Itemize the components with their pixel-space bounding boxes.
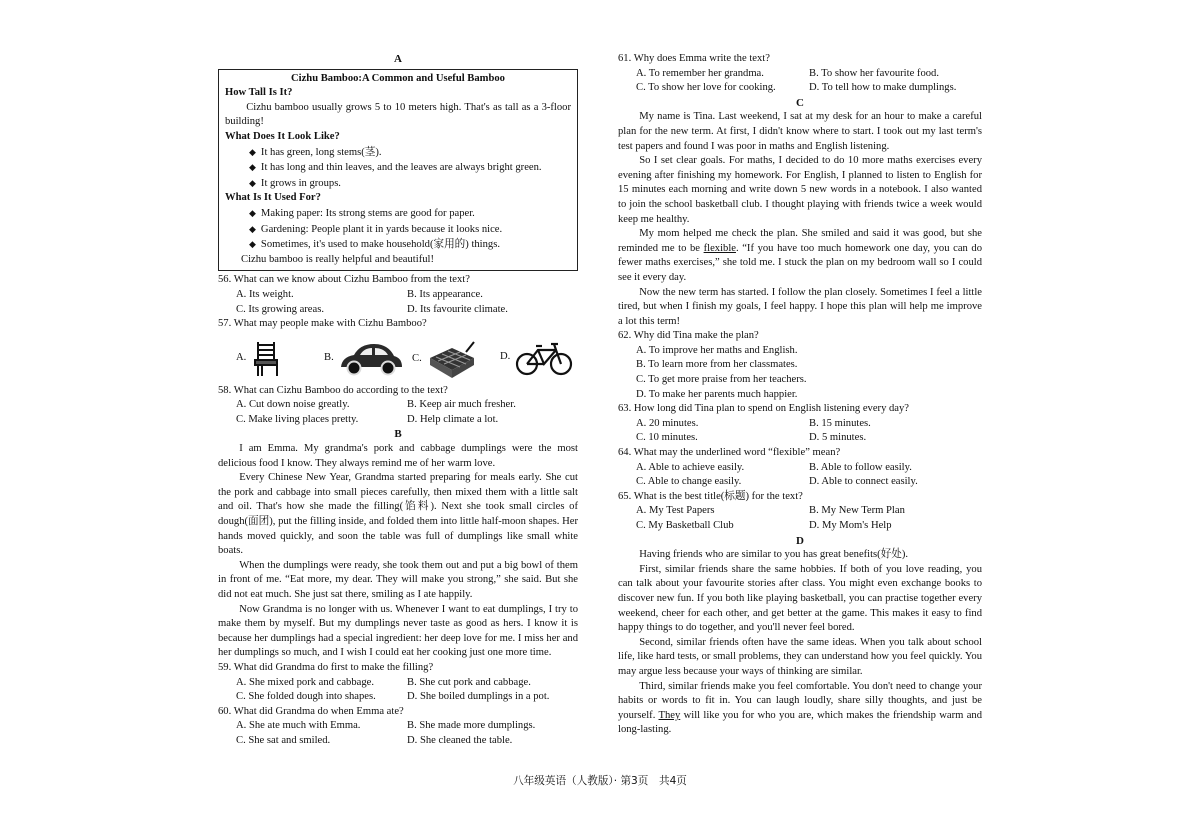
option[interactable]: D. She cleaned the table. <box>407 734 513 746</box>
options-65 <box>618 504 982 533</box>
bicycle-icon <box>514 340 574 376</box>
option[interactable]: A. To improve her maths and English. <box>636 344 798 356</box>
option[interactable]: B. To learn more from her classmates. <box>636 359 798 371</box>
question-59: 59. What did Grandma do first to make the filling? <box>218 661 434 673</box>
use-item: ◆ Making paper: Its strong stems are good for paper. <box>225 206 571 222</box>
option[interactable]: C. Its growing areas. <box>236 303 324 315</box>
page-footer: 八年级英语（人教版）· 第3页 共4页 <box>513 775 687 787</box>
section-b-paragraph: When the dumplings were ready, she took them out and put a big bowl of them in front of me. “Eat more, my dear. They will make you strong,” she said. But she did not eat much. She just sat there, smiling as I ate happily. <box>218 559 578 600</box>
section-c-paragraph: So I set clear goals. For maths, I decided to do 10 more maths exercises every evening after finishing my homework. For English, I planned to listen to English for 15 minutes each morning and write down 5 new words in a notebook. I also wanted to join the school basketball club. I thought playing with friends twice a week would keep me healthy. <box>618 155 982 225</box>
option[interactable]: D. Able to connect easily. <box>809 476 918 488</box>
section-d-paragraph: Third, similar friends make you feel comfortable. You don't need to change your habits or words to fit in. You can laugh loudly, share silly thoughts, and just be yourself. They will like you for who you are, which makes the friendship warm and long-lasting. <box>618 680 982 736</box>
option[interactable]: B. She cut pork and cabbage. <box>407 676 531 688</box>
option[interactable]: D. She boiled dumplings in a pot. <box>407 691 550 703</box>
option[interactable]: A. To remember her grandma. <box>636 67 764 79</box>
left-column <box>218 52 578 749</box>
option[interactable]: C. Able to change easily. <box>636 476 742 488</box>
question-62: 62. Why did Tina make the plan? <box>618 330 759 342</box>
section-c-letter: C <box>796 96 804 109</box>
look-item: ◆ It has long and thin leaves, and the leaves are always bright green. <box>225 160 571 176</box>
option[interactable]: C. My Basketball Club <box>636 520 734 531</box>
options-63 <box>618 417 982 446</box>
option[interactable]: B. To show her favourite food. <box>809 67 939 79</box>
option[interactable]: D. To tell how to make dumplings. <box>809 82 957 94</box>
question-65: 65. What is the best title(标题) for the text? <box>618 490 803 502</box>
section-c-paragraph: My mom helped me check the plan. She smiled and said it was good, but she reminded me to be flexible. “If you have too much homework one day, you can do fewer maths exercises,” she told me. I stuck the plan on my bedroom wall so I could see it every day. <box>618 228 983 283</box>
picture-options-57 <box>218 332 578 384</box>
options-56 <box>218 288 578 317</box>
option[interactable]: D. Help climate a lot. <box>407 413 499 425</box>
option[interactable]: A. Its weight. <box>236 288 294 300</box>
option[interactable]: A. She mixed pork and cabbage. <box>236 676 374 688</box>
car-icon <box>338 340 404 378</box>
box-paragraph-height: Cizhu bamboo usually grows 5 to 10 meters high. That's as tall as a 3-floor building! <box>225 101 571 128</box>
question-56: 56. What can we know about Cizhu Bamboo from the text? <box>218 274 470 286</box>
section-b-letter: B <box>394 428 402 441</box>
question-61: 61. Why does Emma write the text? <box>618 53 770 64</box>
chair-icon <box>250 340 282 378</box>
question-63: 63. How long did Tina plan to spend on English listening every day? <box>618 403 910 415</box>
section-c-paragraph: My name is Tina. Last weekend, I sat at my desk for an hour to make a careful plan for the new term. At first, I didn't know where to start. I took out my last term's test papers and found I was poor in maths and English listening. <box>618 111 982 152</box>
option[interactable]: D. Its favourite climate. <box>407 303 508 315</box>
woven-basket-icon <box>426 340 478 380</box>
section-d-paragraph: Having friends who are similar to you has great benefits(好处). <box>639 549 909 561</box>
use-item: ◆ Gardening: People plant it in yards because it looks nice. <box>225 222 571 238</box>
option[interactable]: C. She sat and smiled. <box>236 734 331 746</box>
section-c-paragraph: Now the new term has started. I follow the plan closely. Sometimes I feel a little tired, but when I finish my goals, I feel happy. I hope this plan will help me improve a lot this term! <box>618 286 982 327</box>
bamboo-info-box <box>218 69 578 272</box>
question-57: 57. What may people make with Cizhu Bamboo? <box>218 318 427 330</box>
option[interactable]: B. 15 minutes. <box>809 417 871 429</box>
option-basket[interactable]: C. <box>412 340 478 380</box>
options-58 <box>218 398 578 427</box>
option[interactable]: B. Its appearance. <box>407 288 483 300</box>
option[interactable]: C. 10 minutes. <box>636 432 698 444</box>
option[interactable]: A. 20 minutes. <box>636 417 699 429</box>
section-b-paragraph: Now Grandma is no longer with us. Whenever I want to eat dumplings, I try to make them by myself. But my dumplings never taste as good as hers. I know it is because her dumplings had a special ingredient: her deep love for me. I miss her and her dumplings so much, and I wish I could eat her cooking just one more time. <box>218 603 578 659</box>
option[interactable]: B. She made more dumplings. <box>407 720 536 732</box>
box-closing: Cizhu bamboo is really helpful and beautiful! <box>241 253 434 265</box>
option[interactable]: D. 5 minutes. <box>809 432 867 444</box>
option-car[interactable]: B. <box>324 340 404 378</box>
options-60 <box>218 719 578 748</box>
options-59 <box>218 676 578 705</box>
option[interactable]: A. She ate much with Emma. <box>236 720 361 732</box>
option-chair[interactable]: A. <box>236 340 282 378</box>
option[interactable]: C. To get more praise from her teachers. <box>636 374 807 386</box>
box-heading-height: How Tall Is It? <box>225 87 293 99</box>
section-b-paragraph: I am Emma. My grandma's pork and cabbage dumplings were the most delicious food I know. They always remind me of her warm love. <box>218 443 578 469</box>
section-d-paragraph: Second, similar friends often have the same ideas. When you talk about school life, like hard tests, or small problems, they can understand how you feel quickly. You may argue less because your ways of thinking are similar. <box>618 636 982 677</box>
section-a-letter: A <box>394 53 402 65</box>
option[interactable]: B. Keep air much fresher. <box>407 399 516 411</box>
box-heading-use: What Is It Used For? <box>225 192 321 204</box>
option[interactable]: A. Able to achieve easily. <box>636 461 745 473</box>
options-64 <box>618 461 982 490</box>
option[interactable]: D. To make her parents much happier. <box>636 388 798 400</box>
question-60: 60. What did Grandma do when Emma ate? <box>218 705 404 717</box>
options-61 <box>618 67 982 96</box>
right-column <box>618 52 982 738</box>
underlined-word-they: They <box>658 709 681 721</box>
look-item: ◆ It grows in groups. <box>225 176 571 192</box>
use-item: ◆ Sometimes, it's used to make household(家用的) things. <box>225 237 571 253</box>
section-b-paragraph: Every Chinese New Year, Grandma started preparing for meals early. She cut the pork and cabbage into small pieces carefully, then mixed them with a little salt and oil. That's how she made the filling(馅料). Next she took small circles of dough(面团), put the filling inside, and folded them into little half-moon shapes. Her hands moved quickly, and soon the table was full of dumplings like small white boats. <box>218 472 578 557</box>
option[interactable]: B. My New Term Plan <box>809 505 905 517</box>
option[interactable]: C. Make living places pretty. <box>236 413 359 425</box>
question-58: 58. What can Cizhu Bamboo do according to the text? <box>218 384 448 396</box>
option[interactable]: B. Able to follow easily. <box>809 461 912 473</box>
underlined-word-flexible: flexible <box>703 242 736 254</box>
question-64: 64. What may the underlined word “flexible” mean? <box>618 447 841 459</box>
section-d-paragraph: First, similar friends share the same hobbies. If both of you love reading, you can talk about your favourite stories after class. You might even exchange books to discover new fun. If you both like playing basketball, you can practise together every weekend, cheer for each other, and get better at the game. This makes it easy to find happy things to do together, and you'll never feel bored. <box>618 563 982 634</box>
box-title: Cizhu Bamboo:A Common and Useful Bamboo <box>291 72 505 84</box>
option[interactable]: C. To show her love for cooking. <box>636 82 776 94</box>
option[interactable]: D. My Mom's Help <box>809 520 892 531</box>
section-d-letter: D <box>796 534 804 547</box>
option[interactable]: A. My Test Papers <box>636 505 715 517</box>
option[interactable]: C. She folded dough into shapes. <box>236 691 376 703</box>
options-62 <box>618 344 982 402</box>
box-heading-look: What Does It Look Like? <box>225 130 340 142</box>
option[interactable]: A. Cut down noise greatly. <box>236 399 350 411</box>
option-bicycle[interactable]: D. <box>500 340 574 376</box>
look-item: ◆ It has green, long stems(茎). <box>225 145 571 161</box>
